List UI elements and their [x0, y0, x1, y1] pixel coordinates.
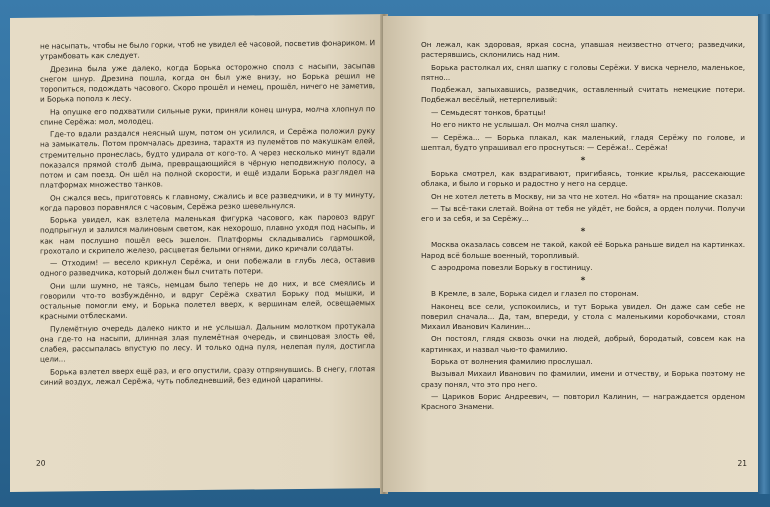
paragraph: Он сжался весь, приготовясь к главному, сжались и все разведчики, и в ту минуту, когда паровоз поравнялся с часовым, Серёжа резко шевельнулся. [40, 189, 375, 213]
left-page-number: 20 [36, 458, 46, 468]
paragraph: Вызывал Михаил Иванович по фамилии, имени и отчеству, и Борька поэтому не сразу понял, что это про него. [421, 369, 745, 389]
paragraph: Дрезина была уже далеко, когда Борька осторожно сполз с насыпи, засыпав снегом шнур. Дрезина пошла, когда он был уже внизу, но Борька решил не торопиться, подождать часового. Скоро прошёл и немец, прошёл, ничего не заметив, и Борька пополз к лесу. [40, 60, 375, 104]
paragraph: Борька от волнения фамилию прослушал. [431, 356, 593, 366]
paragraph: Он постоял, глядя сквозь очки на людей, добрый, бородатый, совсем как на картинках, и назвал чью-то фамилию. [421, 334, 745, 354]
right-page-text [421, 40, 745, 412]
left-page-text [40, 38, 375, 388]
paragraph: — Семьдесят тонков, братцы! [431, 107, 546, 117]
paragraph: Борька растолкал их, снял шапку с головы Серёжи. У виска чернело, маленькое, пятно... [421, 62, 745, 82]
right-page-number: 21 [737, 459, 747, 468]
right-page [383, 16, 761, 492]
paragraph: На опушке его подхватили сильные руки, приняли конец шнура, молча хлопнул по спине Серёжа: мол, молодец. [40, 103, 375, 127]
section-separator: * [580, 227, 586, 238]
paragraph: Борька увидел, как взлетела маленькая фигурка часового, как паровоз вдруг подпрыгнул и залился малиновым светом, как нехорошо, плавно уходя под насыпь, и как нам послушно пошёл весь эшелон. Платформы складывались гармошкой, грохотало и скрипело железо, расцветая белыми огнями, дико кричали солдаты. [40, 212, 375, 256]
paragraph: — Отходим! — весело крикнул Серёжа, и они побежали в глубь леса, оставив одного разведчика, который должен был считать потери. [40, 255, 375, 279]
paragraph: Он лежал, как здоровая, яркая сосна, упавшая неизвестно отчего; разведчики, растерявшись, склонились над ним. [421, 40, 745, 60]
paragraph: — Цариков Борис Андреевич, — повторил Калинин, — награждается орденом Красного Знамени. [421, 391, 745, 412]
paragraph: Они шли шумно, не таясь, немцам было теперь не до них, и все смеялись и говорили что-то возбуждённо, и вдруг Серёжа схватил Борьку под мышки, и остальные помогли ему, и Борька полетел вверх, к вершинам елей, освещаемых красными отблесками. [40, 277, 375, 322]
paragraph: Он не хотел лететь в Москву, ни за что не хотел. Но «батя» на прощание сказал: [431, 191, 743, 201]
left-page [10, 14, 385, 492]
page-edge-shadow [758, 14, 770, 494]
paragraph: Но его никто не услышал. Он молча снял шапку. [431, 120, 618, 130]
paragraph: Где-то вдали раздался неясный шум, потом он усилился, и Серёжа положил руку на замыкатель. Потом промчалась дрезина, тарахтя из пулемётов по макушкам елей, стремительно пронеслась, будто удирала от кого-то. А через несколько минут вдали показался прямой столб дыма, превращающийся в чёрную неподвижную полосу, а потом и сам поезд. Он шёл на полной скорости, и ещё издали Борька разглядел на платформах множество танков. [40, 126, 375, 190]
paragraph: Москва оказалась совсем не такой, какой её Борька раньше видел на картинках. Народ всё больше военный, торопливый. [421, 240, 745, 260]
paragraph: Пулемётную очередь далеко никто и не услышал. Дальним молотком протукала она где-то на насыпи, длинная злая пулемётная очередь, и свинцовая злость её, слабея, рассыпалась впустую по лесу. И только одна пуля, нелепая пуля, достигла цели... [40, 320, 375, 365]
paragraph: Борька смотрел, как вздрагивают, пригибаясь, тонкие крылья, рассекающие облака, и было и горько и радостно у него на сердце. [421, 168, 745, 189]
paragraph: Борька взлетел вверх ещё раз, и его опустили, сразу отпрянувшись. В снегу, глотая синий воздух, лежал Серёжа, чуть побледневший, без единой царапины. [40, 363, 375, 387]
section-separator: * [580, 276, 586, 287]
paragraph: не насыпать, чтобы не было горки, чтоб не увидел её часовой, посветив фонариком. И утрамбовать как следует. [40, 38, 375, 61]
paragraph: В Кремле, в зале, Борька сидел и глазел по сторонам. [431, 289, 639, 299]
paragraph: Подбежал, запыхавшись, разведчик, оставленный считать немецкие потери. Подбежал весёлый, нетерпеливый: [421, 85, 745, 105]
paragraph: — Ты всё-таки слетай. Война от тебя не уйдёт, не бойся, а орден получи. Получи его и за себя, и за Серёжу... [421, 203, 745, 224]
paragraph: Наконец все сели, успокоились, и тут Борька увидел. Он даже сам себе не поверил сначала... Да, там, впереди, у стола с маленькими коробочками, стоял Михаил Иванович Калинин... [421, 301, 745, 331]
paragraph: С аэродрома повезли Борьку в гостиницу. [431, 262, 593, 272]
paragraph: — Серёжа... — Борька плакал, как маленький, гладя Серёжу по голове, и шептал, будто упрашивал его проснуться: — Серёжа!.. Серёжа! [421, 132, 745, 152]
section-separator: * [580, 155, 586, 166]
